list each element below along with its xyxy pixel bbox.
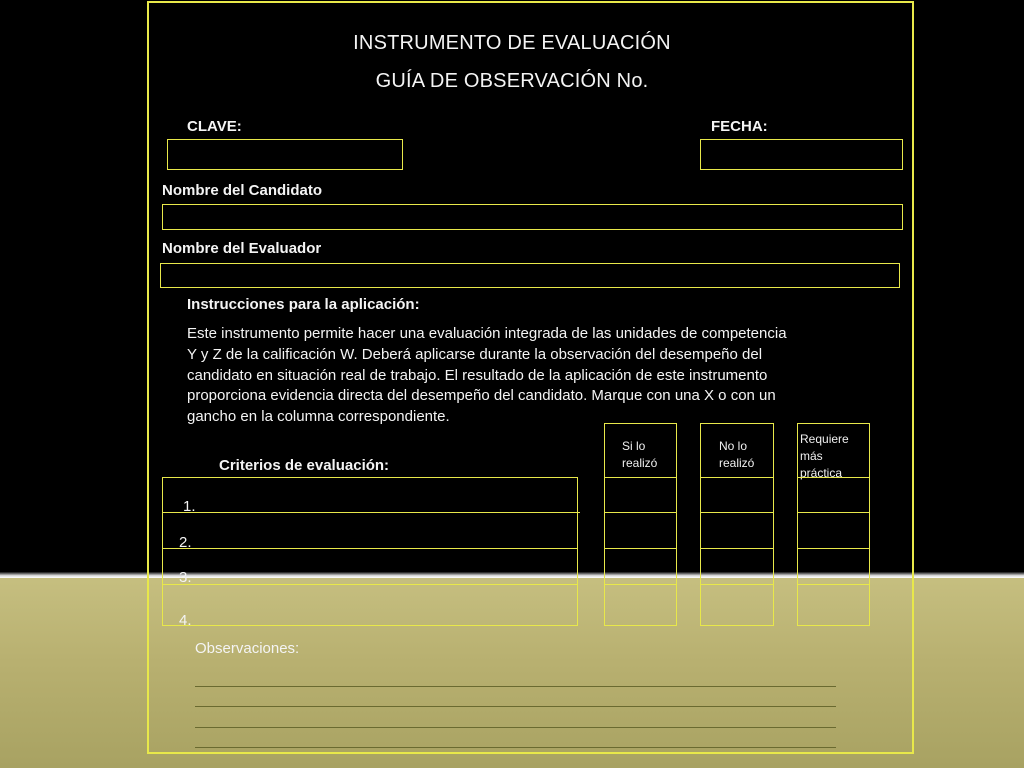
candidato-field[interactable] [162,204,903,230]
no-column-header [719,438,754,472]
si-checkbox-cell[interactable] [604,477,677,513]
criteria-row-divider [162,512,580,513]
si-checkbox-cell[interactable] [604,512,677,549]
instructions-line: candidato en situación real de trabajo. El resultado de la aplicación de este instrumento [187,366,768,384]
requiere-checkbox-cell[interactable] [797,548,870,585]
observations-line[interactable] [195,706,836,707]
instructions-line: Este instrumento permite hacer una evaluación integrada de las unidades de competencia [187,325,787,342]
instructions-text [187,324,877,428]
no-checkbox-cell[interactable] [700,548,774,585]
instructions-line: gancho en la columna correspondiente. [187,408,450,426]
evaluador-label: Nombre del Evaluador [162,240,322,257]
clave-label: CLAVE: [187,118,242,135]
candidato-label: Nombre del Candidato [162,182,323,199]
no-checkbox-cell[interactable] [700,584,774,626]
requiere-column-header [800,431,849,482]
si-checkbox-cell[interactable] [604,584,677,626]
criteria-row-divider [162,584,578,585]
clave-field[interactable] [167,139,403,170]
requiere-checkbox-cell[interactable] [797,477,870,513]
requiere-header-line: práctica [800,466,843,480]
criteria-row-number: 3. [179,569,192,586]
requiere-header-line: más [800,449,823,463]
instructions-line: proporciona evidencia directa del desempeño del candidato. Marque con una X o con un [187,387,776,405]
criteria-row-number: 4. [179,612,192,629]
instructions-line: Y y Z de la calificación W. Deberá aplicarse durante la observación del desempeño del [187,345,763,363]
observations-label: Observaciones: [195,640,300,657]
evaluador-field[interactable] [160,263,900,288]
instructions-heading: Instrucciones para la aplicación: [187,296,420,313]
requiere-checkbox-cell[interactable] [797,512,870,549]
criteria-row-divider [162,548,578,549]
criteria-row-number: 1. [183,498,196,515]
requiere-header-line: Requiere [800,432,849,446]
no-header-line: No lo [719,439,748,453]
criteria-heading: Criterios de evaluación: [219,457,390,474]
si-checkbox-cell[interactable] [604,548,677,585]
si-header-line: realizó [622,456,658,470]
observations-line[interactable] [195,686,836,687]
criteria-row-number: 2. [179,534,192,551]
no-header-line: realizó [719,456,755,470]
form-subtitle: GUÍA DE OBSERVACIÓN No. [375,70,649,92]
no-checkbox-cell[interactable] [700,512,774,549]
observations-line[interactable] [195,747,836,748]
fecha-field[interactable] [700,139,903,170]
fecha-label: FECHA: [711,118,768,135]
observations-line[interactable] [195,727,836,728]
requiere-checkbox-cell[interactable] [797,584,870,626]
no-checkbox-cell[interactable] [700,477,774,513]
si-header-line: Si lo [622,439,646,453]
form-title: INSTRUMENTO DE EVALUACIÓN [353,32,671,54]
si-column-header [622,438,657,472]
criteria-table [162,477,578,626]
